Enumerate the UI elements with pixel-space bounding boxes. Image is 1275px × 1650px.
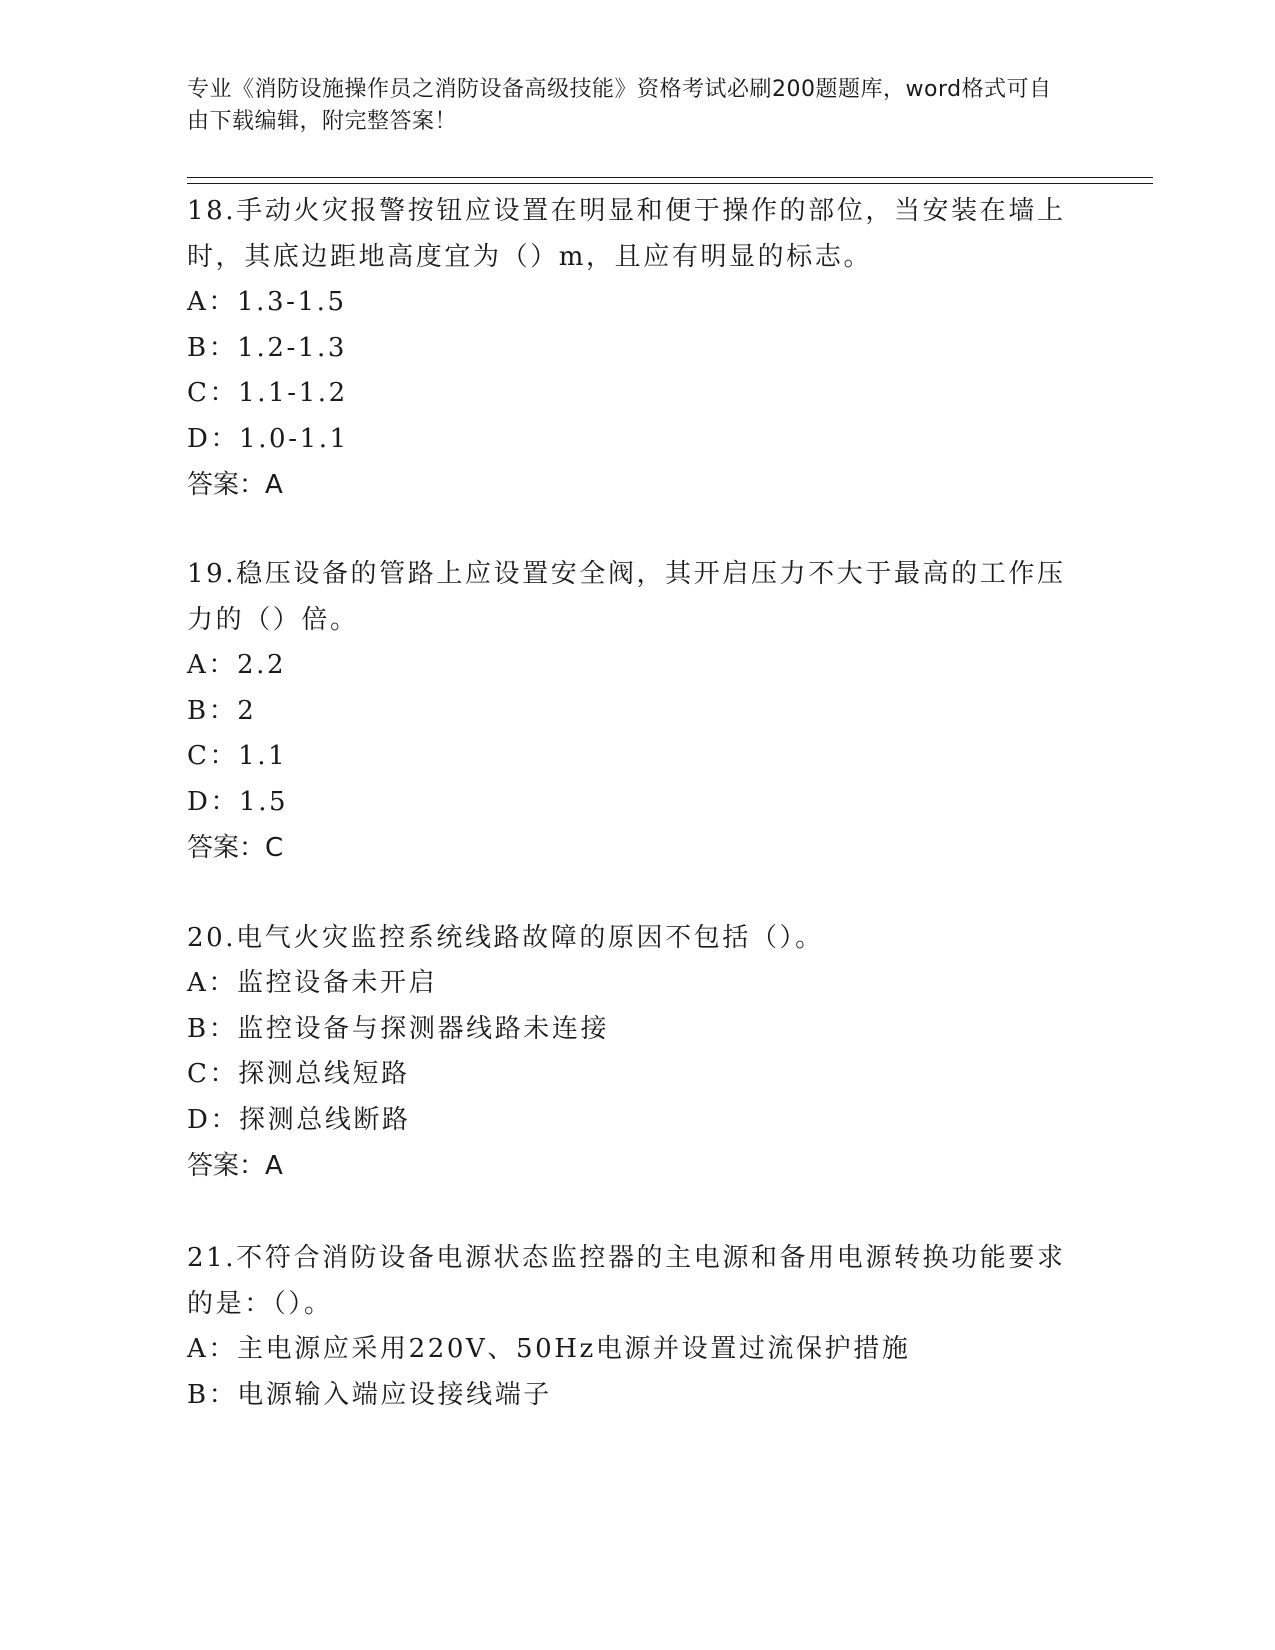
- question-20: [187, 915, 1077, 1189]
- question-text: 18.手动火灾报警按钮应设置在明显和便于操作的部位，当安装在墙上时，其底边距地高度宜为（）m，且应有明显的标志。: [187, 196, 1066, 272]
- question-text: 19.稳压设备的管路上应设置安全阀，其开启压力不大于最高的工作压力的（）倍。: [187, 559, 1066, 635]
- option-a: A：监控设备未开启: [187, 968, 438, 998]
- answer: 答案：A: [187, 1151, 283, 1181]
- option-d: D：探测总线断路: [187, 1104, 411, 1135]
- header-divider-top: [187, 177, 1153, 178]
- header-divider-bottom: [187, 183, 1153, 184]
- answer: 答案：C: [187, 833, 284, 863]
- question-21: [187, 1235, 1077, 1418]
- question-19: [187, 551, 1077, 871]
- option-b: B：监控设备与探测器线路未连接: [187, 1013, 610, 1044]
- question-text: 20.电气火灾监控系统线路故障的原因不包括（）。: [187, 923, 824, 953]
- option-b: B：1.2-1.3: [187, 332, 347, 363]
- answer: 答案：A: [187, 470, 283, 500]
- question-text: 21.不符合消防设备电源状态监控器的主电源和备用电源转换功能要求的是：（）。: [187, 1243, 1066, 1319]
- page-header: 专业《消防设施操作员之消防设备高级技能》资格考试必刷200题题库，word格式可自由下载编辑，附完整答案！: [187, 77, 1052, 134]
- option-a: A：2.2: [187, 650, 287, 680]
- option-b: B：2: [187, 695, 257, 726]
- question-18: [187, 188, 1077, 508]
- option-d: D：1.0-1.1: [187, 423, 349, 454]
- option-a: A：1.3-1.5: [187, 287, 347, 317]
- option-d: D：1.5: [187, 786, 289, 817]
- option-b: B：电源输入端应设接线端子: [187, 1379, 552, 1410]
- option-c: C：探测总线短路: [187, 1059, 410, 1089]
- option-a: A：主电源应采用220V、50Hz电源并设置过流保护措施: [187, 1334, 911, 1364]
- option-c: C：1.1-1.2: [187, 378, 348, 408]
- option-c: C：1.1: [187, 741, 288, 771]
